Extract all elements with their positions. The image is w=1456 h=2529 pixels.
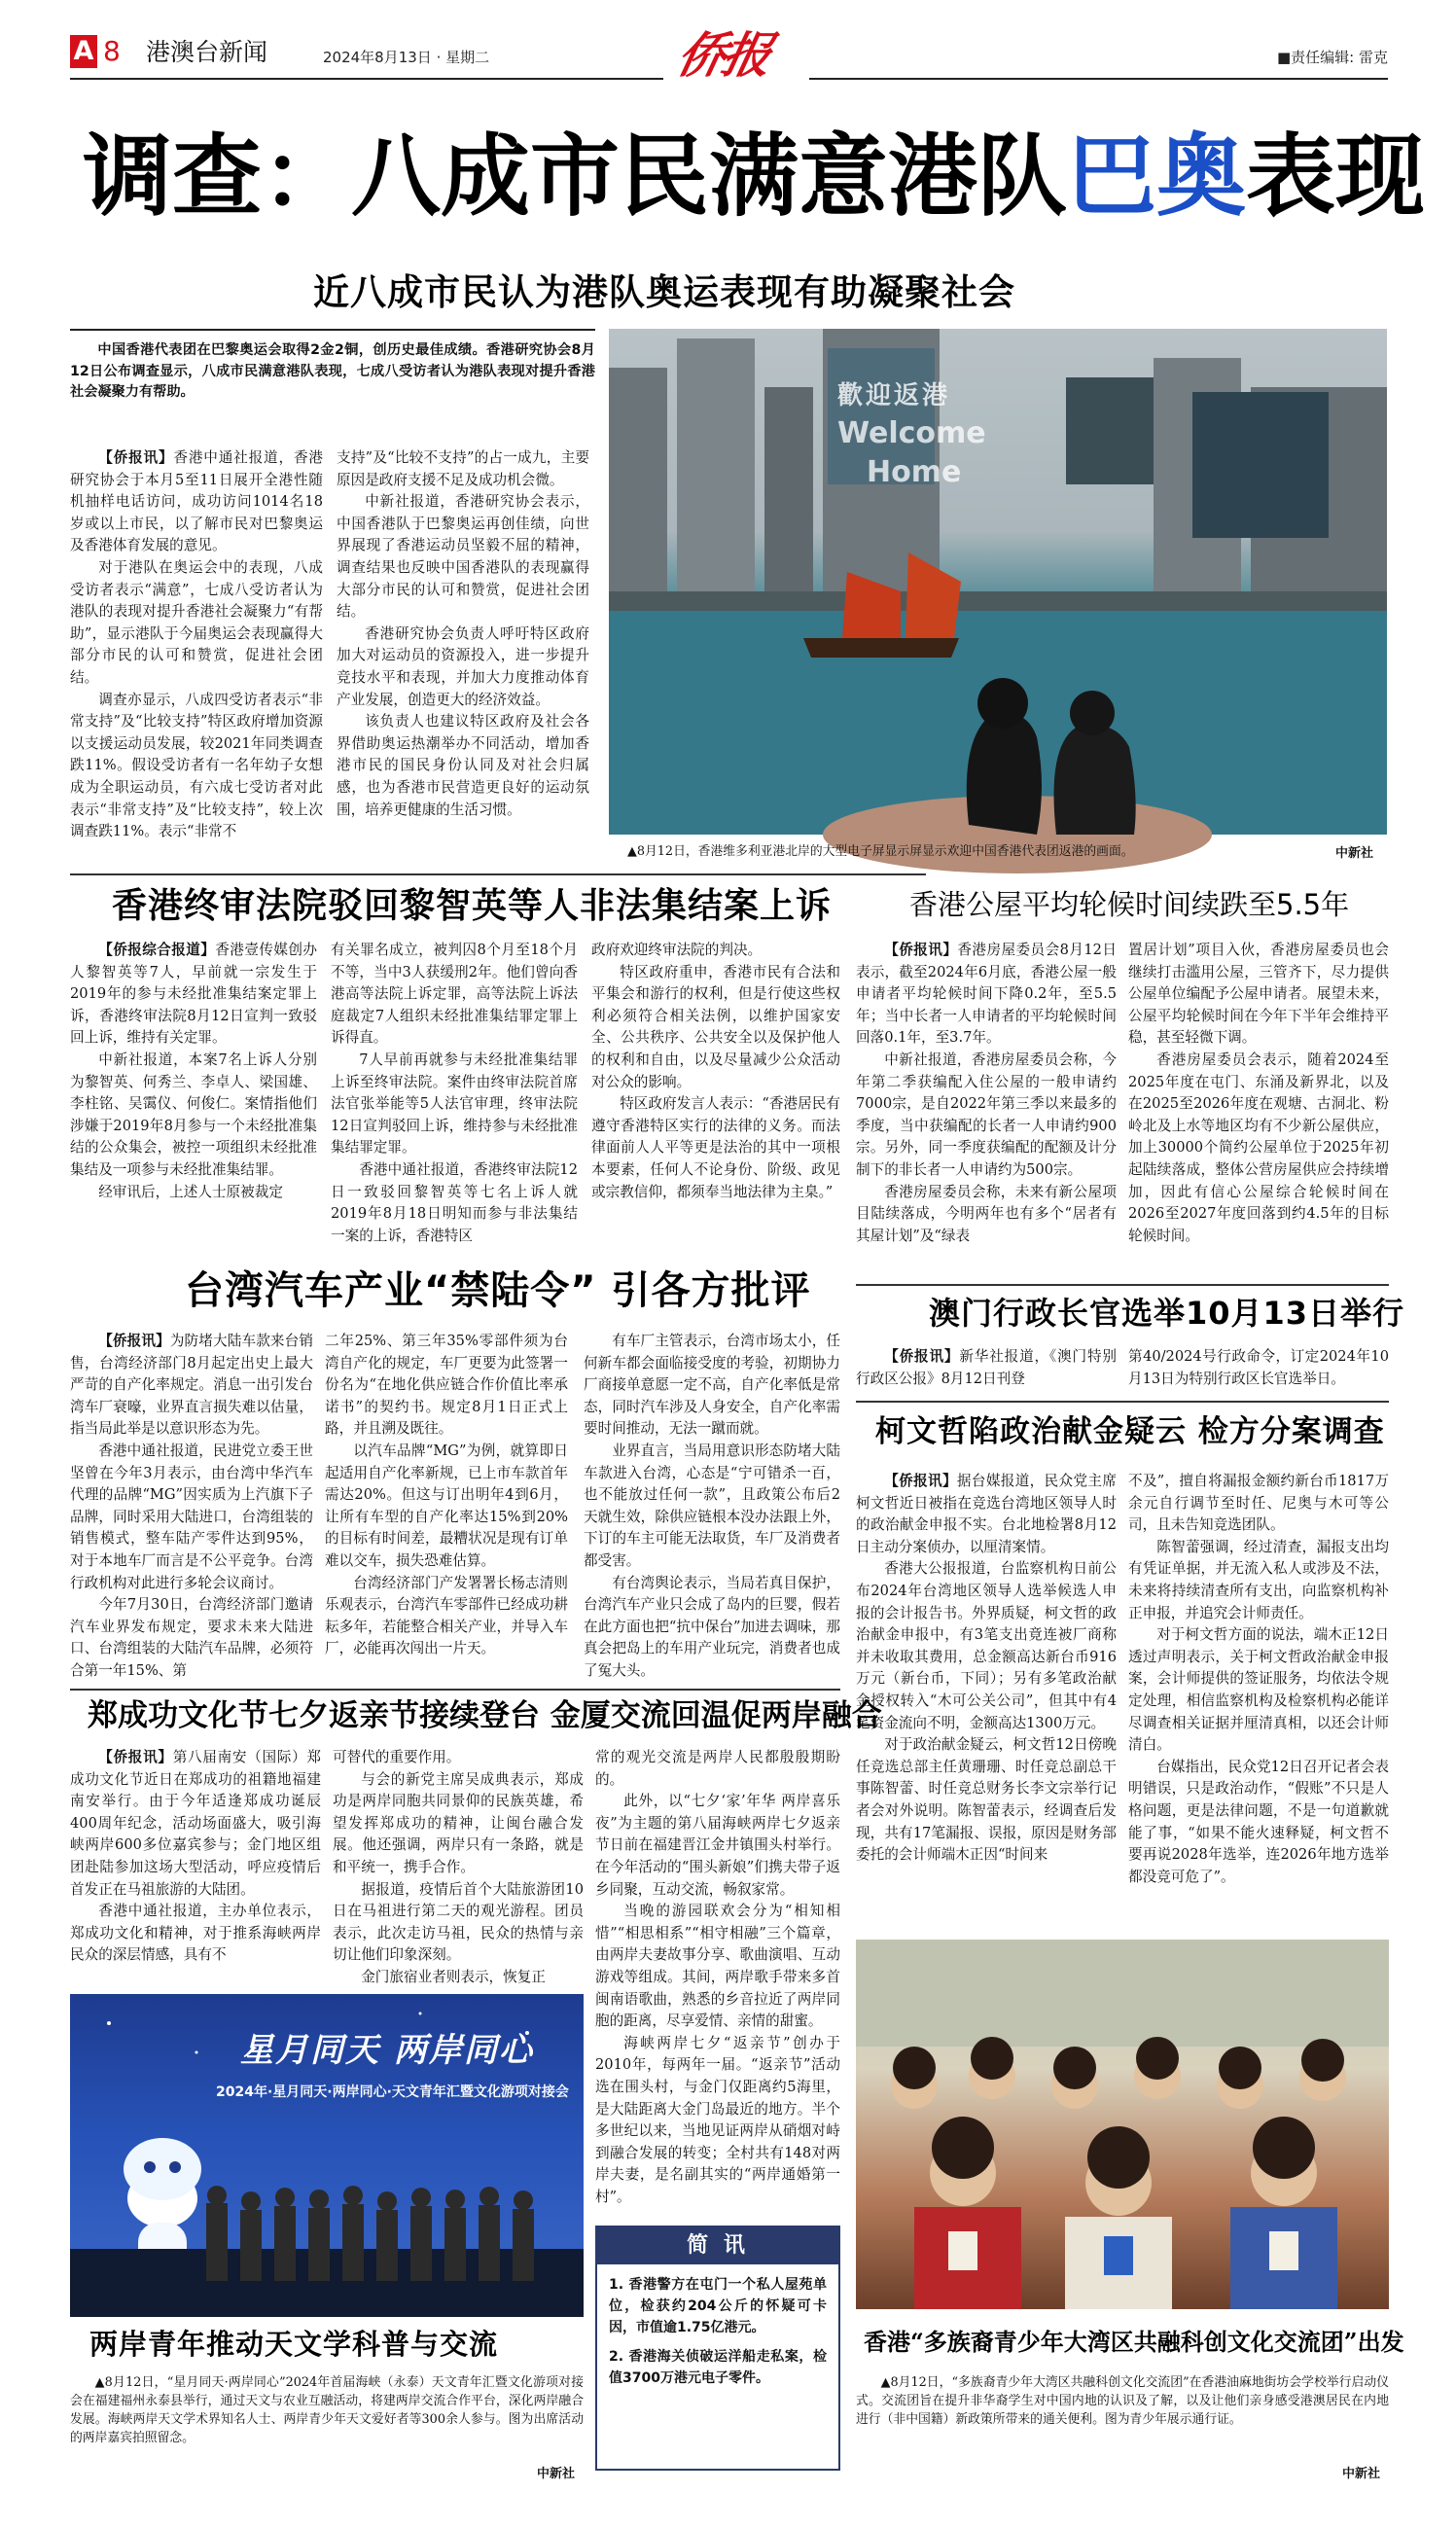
macau-paragraph: 第40/2024号行政命令，订定2024年10月13日为特别行政区长官选举日。 [1128, 1348, 1389, 1387]
housing-column-2 [1128, 940, 1389, 1278]
brief-item: 2. 香港海关侦破运洋船走私案，检值3700万港元电子零件。 [609, 2349, 827, 2386]
astro-photo [70, 1994, 584, 2317]
ko-column-2 [1128, 1471, 1389, 1928]
macau-headline: 澳门行政长官选举10月13日举行 [929, 1295, 1405, 1332]
lead-paragraph: 中新社报道，香港研究协会表示，中国香港队于巴黎奥运再创佳绩，向世界展现了香港运动员坚毅不屈的精神，调查结果也反映中国香港队的表现赢得大部分市民的认可和赞赏，促进社会团结。 [337, 493, 589, 621]
youth-caption: ▲8月12日，“多族裔青少年大湾区共融科创文化交流团”在香港油麻地街坊会学校举行启动仪式。交流团旨在提升非华裔学生对中国内地的认识及了解，以及让他们亲身感受港澳居民在内地进行（非中国籍）新政策所带来的通关便利。图为青少年展示通行证。 [856, 2375, 1389, 2427]
zheng-paragraph: 金门旅宿业者则表示，恢复正 [361, 1968, 546, 1985]
taiwan-car-paragraph: 台湾经济部门产发署署长杨志清则乐观表示，台湾汽车零部件已经成功耕耘多年，若能整合相关产业，并导入车厂，必能再次闯出一片天。 [325, 1574, 568, 1657]
taiwan-car-paragraph: 有台湾舆论表示，当局若真目保护，台湾汽车产业只会成了岛内的巨婴，假若在此方面也把“抗中保台”加进去调味，那真会把岛上的车用产业玩完，消费者也成了冤大头。 [584, 1574, 840, 1679]
macau-rule [856, 1284, 1389, 1286]
lead-headline [83, 125, 1425, 230]
zheng-column-3 [595, 1747, 840, 2272]
ko-rule [856, 1401, 1389, 1403]
lead-photo-agency: 中新社 [1335, 846, 1374, 861]
taiwan-car-paragraph: 香港中通社报道，民进党立委王世坚曾在今年3月表示，由台湾中华汽车代理的品牌“MG”因实质为上汽旗下子品牌，同时采用大陆进口，台湾组装的销售模式，整车陆产零件达到95%，对于本地车厂而言是不公平竞争。台湾行政机构对此进行多轮会议商讨。 [70, 1442, 313, 1591]
taiwan-car-paragraph: 今年7月30日，台湾经济部门邀请汽车业界发布规定，要求未来大陆进口、台湾组装的大陆汽车品牌，必须符合第一年15%、第 [70, 1596, 313, 1679]
youth-photo [856, 1940, 1389, 2309]
lead-paragraph: 香港中通社报道，香港研究协会于本月5至11日展开全港性随机抽样电话访问，成功访问1014名18岁或以上市民，以了解市民对巴黎奥运及香港体育发展的意见。 [70, 449, 323, 554]
housing-paragraph: 香港房屋委员会称，未来有新公屋项目陆续落成，今明两年也有多个“居者有其屋计划”及“绿表 [856, 1183, 1117, 1244]
astro-banner-subtitle: 2024年·星月同天·两岸同心·天文青年汇暨文化游项对接会 [216, 2084, 569, 2100]
zheng-headline: 郑成功文化节七夕返亲节接续登台 金厦交流回温促两岸融合 [88, 1698, 882, 1733]
screen-text-welcome-en: Welcome [837, 416, 986, 450]
zheng-source: 【侨报讯】 [98, 1749, 173, 1765]
zheng-column-1 [70, 1747, 321, 1973]
housing-column-1 [856, 940, 1117, 1278]
taiwan-car-source: 【侨报讯】 [98, 1333, 170, 1349]
taiwan-car-paragraph: 有车厂主管表示，台湾市场太小，任何新车都会面临接受度的考验，初期协力厂商接单意愿一定不高，自产化率低是常态，同时汽车涉及人身安全，自产化率需要时间推动，无法一蹴而就。 [584, 1333, 840, 1438]
court-headline: 香港终审法院驳回黎智英等人非法集结案上诉 [112, 886, 833, 926]
youth-agency: 中新社 [1342, 2467, 1381, 2481]
court-column-3 [591, 940, 840, 1259]
court-paragraph: 中新社报道，本案7名上诉人分别为黎智英、何秀兰、李卓人、梁国雄、李柱铭、吴霭仪、何俊仁。案情指他们涉嫌于2019年8月参与一个未经批准集结的公众集会，被控一项组织未经批准集结及一项参与未经批准集结罪。 [70, 1051, 317, 1178]
lead-photo [609, 329, 1387, 835]
brief-title: 简 讯 [597, 2227, 838, 2264]
screen-text-home: Home [867, 455, 962, 489]
harbour-scene-illustration [609, 329, 1387, 835]
taiwan-car-headline: 台湾汽车产业“禁陆令” 引各方批评 [185, 1268, 811, 1313]
macau-column-2 [1128, 1346, 1389, 1395]
court-paragraph: 7人早前再就参与未经批准集结罪上诉至终审法院。案件由终审法院首席法官张举能等5人法官审理，终审法院12日宣判驳回上诉，维持参与未经批准集结罪定罪。 [331, 1051, 578, 1157]
astro-banner-title: 星月同天 两岸同心 [240, 2031, 534, 2070]
lead-paragraph: 调查亦显示，八成四受访者表示“非常支持”及“比较支持”特区政府增加资源以支援运动员发展，较2021年同类调查跌11%。假设受访者有一名年幼子女想成为全职运动员，有六成七受访者对此表示“非常支持”及“比较支持”，较上次调查跌11%。表示“非常不 [70, 691, 323, 840]
lead-subhead: 近八成市民认为港队奥运表现有助凝聚社会 [313, 270, 1015, 313]
masthead-rule-right [809, 78, 1388, 80]
zheng-paragraph: 可替代的重要作用。 [333, 1749, 461, 1765]
lead-paragraph: 该负责人也建议特区政府及社会各界借助奥运热潮举办不同活动，增加香港市民的国民身份认同及对社会归属感，也为香港市民营造更良好的运动氛围，培养更健康的生活习惯。 [337, 713, 589, 818]
ko-headline: 柯文哲陷政治献金疑云 检方分案调查 [875, 1414, 1385, 1449]
taiwan-car-column-3 [584, 1331, 840, 1679]
page-number: 8 [103, 35, 121, 67]
court-paragraph: 香港壹传媒创办人黎智英等7人，早前就一宗发生于2019年的参与未经批准集结案定罪上诉，香港终审法院8月12日宣判一致驳回上诉，维持有关定罪。 [70, 942, 317, 1047]
lead-source: 【侨报讯】 [98, 449, 174, 466]
court-column-2 [331, 940, 578, 1259]
ko-paragraph: 陈智蕾强调，经过清查，漏报支出均有凭证单据，并无流入私人或涉及不法，未来将持续清查所有支出，向监察机构补正申报，并追究会计师责任。 [1128, 1538, 1389, 1621]
youth-headline: 香港“多族裔青少年大湾区共融科创文化交流团”出发 [864, 2328, 1404, 2356]
newspaper-logo: 侨报 [671, 26, 774, 84]
lead-headline-part-b: 巴奥 [1067, 125, 1247, 229]
section-name: 港澳台新闻 [146, 38, 268, 66]
taiwan-car-paragraph: 以汽车品牌“MG”为例，就算即日起适用自产化率新规，已上市车款首年需达20%。但这与订出明年4到6月，让所有车型的自产化率达15%到20%的目标有时间差，最糟状况是现有订单难以交车，损失恐难估算。 [325, 1442, 568, 1569]
zheng-paragraph: 与会的新党主席吴成典表示，郑成功是两岸同胞共同景仰的民族英雄，希望发挥郑成功的精神，让闽台融合发展。他还强调，两岸只有一条路，就是和平统一，携手合作。 [333, 1770, 584, 1875]
ko-column-1 [856, 1471, 1117, 1928]
lead-column-1 [70, 447, 323, 861]
ko-source: 【侨报讯】 [884, 1473, 957, 1489]
brief-box [595, 2226, 840, 2471]
court-paragraph: 经审讯后，上述人士原被裁定 [98, 1183, 283, 1200]
macau-source: 【侨报讯】 [884, 1348, 960, 1365]
ko-paragraph: 对于柯文哲方面的说法，端木正12日透过声明表示，关于柯文哲政治献金申报案，会计师提供的签证服务，均依法令规定处理，相信监察机构及检察机构必能详尽调查相关证据并厘清真相，以还会计师清白。 [1128, 1626, 1389, 1754]
lead-summary: 中国香港代表团在巴黎奥运会取得2金2铜，创历史最佳成绩。香港研究协会8月12日公布调查显示，八成市民满意港队表现，七成八受访者认为港队表现对提升香港社会凝聚力有帮助。 [70, 342, 595, 400]
astro-caption: ▲8月12日，“星月同天·两岸同心”2024年首届海峡（永泰）天文青年汇暨文化游项对接会在福建福州永泰县举行，通过天文与农业互融活动，将建两岸交流合作平台，深化两岸融合发展。海峡两岸天文学术界知名人士、两岸青少年天文爱好者等300余人参与。图为出席活动的两岸嘉宾拍照留念。 [70, 2375, 584, 2445]
taiwan-car-paragraph: 二年25%、第三年35%零部件须为台湾自产化的规定，车厂更要为此签署一份名为“在地化供应链合作价值比率承诺书”的契约书。规定8月1日正式上路，并且溯及既往。 [325, 1333, 568, 1438]
lead-paragraph: 支持”及“比较不支持”的占一成九，主要原因是政府支援不足及成功机会微。 [337, 449, 589, 488]
taiwan-car-paragraph: 业界直言，当局用意识形态防堵大陆车款进入台湾，心态是“宁可错杀一百，也不能放过任何一款”，且政策公布后2天就生效，除供应链根本没办法跟上外，下订的车主可能无法取货，车厂及消费者都受害。 [584, 1442, 840, 1569]
zheng-column-2 [333, 1747, 584, 1985]
ko-paragraph: 据台媒报道，民众党主席柯文哲近日被指在竞选台湾地区领导人时的政治献金申报不实。台北地检署8月12日主动分案侦办，以厘清案情。 [856, 1473, 1117, 1555]
lead-summary-box [70, 329, 595, 434]
section-badge [70, 35, 97, 68]
taiwan-car-paragraph: 为防堵大陆车款来台销售，台湾经济部门8月起定出史上最大严苛的自产化率规定。消息一出引发台湾车厂衰嚎，业界直言损失难以估量，指当局此举是以意识形态为先。 [70, 1333, 313, 1438]
macau-paragraph: 新华社报道，《澳门特别行政区公报》8月12日刊登 [856, 1348, 1117, 1387]
zheng-paragraph: 此外，以“七夕‘家’年华 两岸喜乐夜”为主题的第八届海峡两岸七夕返亲节日前在福建晋江金井镇围头村举行。在今年活动的“围头新娘”们携夫带子返乡同聚，互动交流，畅叙家常。 [595, 1793, 840, 1898]
section-letter: A [73, 36, 94, 66]
ko-paragraph: 香港大公报报道，台监察机构日前公布2024年台湾地区领导人选举候选人申报的会计报告书。外界质疑，柯文哲的政治献金申报中，有3笔支出竟连被厂商称并未收取其费用，总金额高达新台币916万元（新台币，下同）；另有多笔政治献金授权转入“木可公关公司”，但其中有4笔资金流向不明，金额高达1300万元。 [856, 1560, 1117, 1731]
court-rule [70, 873, 926, 875]
screen-text-welcome-zh: 歡迎返港 [837, 381, 951, 410]
housing-paragraph: 香港房屋委员会8月12日表示，截至2024年6月底，香港公屋一般申请者平均轮候时间下降0.2年，至5.5年；当中长者一人申请者的平均轮候时间回落0.1年，至3.7年。 [856, 942, 1117, 1047]
housing-paragraph: 香港房屋委员会表示，随着2024至2025年度在屯门、东涌及新界北，以及在2025至2026年度在观塘、古洞北、粉岭北及上水等地区均有不少新公屋供应，加上30000个简约公屋单位于2025年初起陆续落成，整体公营房屋供应会持续增加，因此有信心公屋综合轮候时间在2026至2027年度回落到约4.5年的目标轮候时间。 [1128, 1051, 1389, 1244]
taiwan-car-column-2 [325, 1331, 568, 1673]
lead-photo-caption: ▲8月12日，香港维多利亚港北岸的大型电子屏显示屏显示欢迎中国香港代表团返港的画面。 [627, 844, 1134, 859]
court-paragraph: 特区政府发言人表示：“香港居民有遵守香港特区实行的法律的义务。而法律面前人人平等更是法治的其中一项根本要素，任何人不论身份、阶级、政见或宗教信仰，都须奉当地法律为主臬。” [591, 1095, 840, 1200]
astro-headline: 两岸青年推动天文学科普与交流 [89, 2328, 499, 2361]
housing-headline: 香港公屋平均轮候时间续跌至5.5年 [909, 888, 1350, 921]
astro-agency: 中新社 [537, 2467, 576, 2481]
issue-date: 2024年8月13日 · 星期二 [323, 49, 490, 66]
lead-column-2 [337, 447, 589, 861]
ko-paragraph: 台媒指出，民众党12日召开记者会表明错误，只是政治动作，“假账”不只是人格问题，更是法律问题，不是一句道歉就能了事，“如果不能火速释疑，柯文哲不要再说2028年选举，连2026年地方选举都没竞可危了”。 [1128, 1758, 1389, 1885]
zheng-paragraph: 当晚的游园联欢会分为“相知相惜”“相思相系”“相守相融”三个篇章，由两岸夫妻故事分享、歌曲演唱、互动游戏等组成。其间，两岸歌手带来多首闽南语歌曲，熟悉的乡音拉近了两岸同胞的距离，尽享爱情、亲情的甜蜜。 [595, 1903, 840, 2030]
editor-credit: ■责任编辑: 雷克 [1277, 49, 1388, 66]
brief-item: 1. 香港警方在屯门一个私人屋苑单位，检获约204公斤的怀疑可卡因，市值逾1.75亿港元。 [609, 2277, 827, 2335]
ko-paragraph: 对于政治献金疑云，柯文哲12日傍晚任竞选总部主任黄珊珊、时任竞总副总干事陈智蕾、时任竞总财务长李文宗举行记者会对外说明。陈智蕾表示，经调查后发现，共有17笔漏报、误报，原因是财务部委托的会计师端木正因“时间来 [856, 1736, 1117, 1864]
zheng-rule [70, 1689, 840, 1691]
zheng-paragraph: 第八届南安（国际）郑成功文化节近日在郑成功的祖籍地福建南安举行。由于今年适逢郑成功诞辰400周年纪念，活动场面盛大，吸引海峡两岸600多位嘉宾参与；金门地区组团赴陆参加这场大型活动，呼应疫情后首发正在马祖旅游的大陆团。 [70, 1749, 321, 1898]
housing-source: 【侨报讯】 [884, 942, 958, 958]
taiwan-car-column-1 [70, 1331, 313, 1679]
ko-paragraph: 不及”，擅自将漏报金额约新台币1817万余元自行调节至时任、尼奥与木可等公司，且未告知竞选团队。 [1128, 1473, 1389, 1534]
court-paragraph: 香港中通社报道，香港终审法院12日一致驳回黎智英等七名上诉人就2019年8月18日明知而参与非法集结一案的上诉，香港特区 [331, 1160, 578, 1244]
youth-group-illustration [856, 1940, 1389, 2309]
zheng-paragraph: 据报道，疫情后首个大陆旅游团10日在马祖进行第二天的观光游程。团员表示，此次走访马祖，民众的热情与亲切让他们印象深刻。 [333, 1880, 584, 1964]
lead-headline-part-c: 表现 [1246, 125, 1426, 229]
court-paragraph: 政府欢迎终审法院的判决。 [591, 942, 763, 958]
court-paragraph: 特区政府重申，香港市民有合法和平集会和游行的权利，但是行使这些权利必须符合相关法例，以维护国家安全、公共秩序、公共安全以及保护他人的权利和自由，以及尽量减少公众活动对公众的影响。 [591, 963, 840, 1090]
zheng-paragraph: 海峡两岸七夕“返亲节”创办于2010年，每两年一届。“返亲节”活动选在围头村，与金门仅距离约5海里，是大陆距离大金门岛最近的地方。半个多世纪以来，当地见证两岸从硝烟对峙到融合发展的转变；全村共有148对两岸夫妻，是名副其实的“两岸通婚第一村”。 [595, 2034, 840, 2205]
lead-paragraph: 对于港队在奥运会中的表现，八成受访者表示“满意”，七成八受访者认为港队的表现对提升香港社会凝聚力“有帮助”，显示港队于今届奥运会表现赢得大部分市民的认可和赞赏，促进社会团结。 [70, 558, 323, 686]
lead-headline-part-a: 调查：八成市民满意港队 [83, 125, 1068, 229]
masthead [70, 26, 1388, 88]
masthead-rule-left [70, 78, 663, 80]
zheng-paragraph: 香港中通社报道，主办单位表示，郑成功文化和精神，对于推系海峡两岸民众的深层情感，具有不 [70, 1903, 321, 1964]
housing-paragraph: 中新社报道，香港房屋委员会称，今年第二季获编配入住公屋的一般申请约7000宗，是自2022年第三季以来最多的季度，当中获编配的长者一人申请约900宗。另外，同一季度获编配的配额及计分制下的非长者一人申请约为500宗。 [856, 1051, 1117, 1178]
zheng-paragraph: 常的观光交流是两岸人民都殷殷期盼的。 [595, 1749, 840, 1788]
lead-paragraph: 香港研究协会负责人呼吁特区政府加大对运动员的资源投入，进一步提升竞技水平和表现，并加大力度推动体育产业发展，创造更大的经济效益。 [337, 624, 589, 708]
court-column-1 [70, 940, 317, 1259]
housing-paragraph: 置居计划”项目入伙，香港房屋委员也会继续打击滥用公屋，三管齐下，尽力提供公屋单位编配予公屋申请者。展望未来，公屋平均轮候时间在今年下半年会维持平稳，甚至轻微下调。 [1128, 942, 1389, 1047]
court-paragraph: 有关罪名成立，被判囚8个月至18个月不等，当中3人获缓刑2年。他们曾向香港高等法院上诉定罪，高等法院上诉法庭裁定7人组织未经批准集结罪定罪上诉得直。 [331, 942, 578, 1047]
macau-column-1 [856, 1346, 1117, 1395]
court-source: 【侨报综合报道】 [98, 942, 216, 958]
